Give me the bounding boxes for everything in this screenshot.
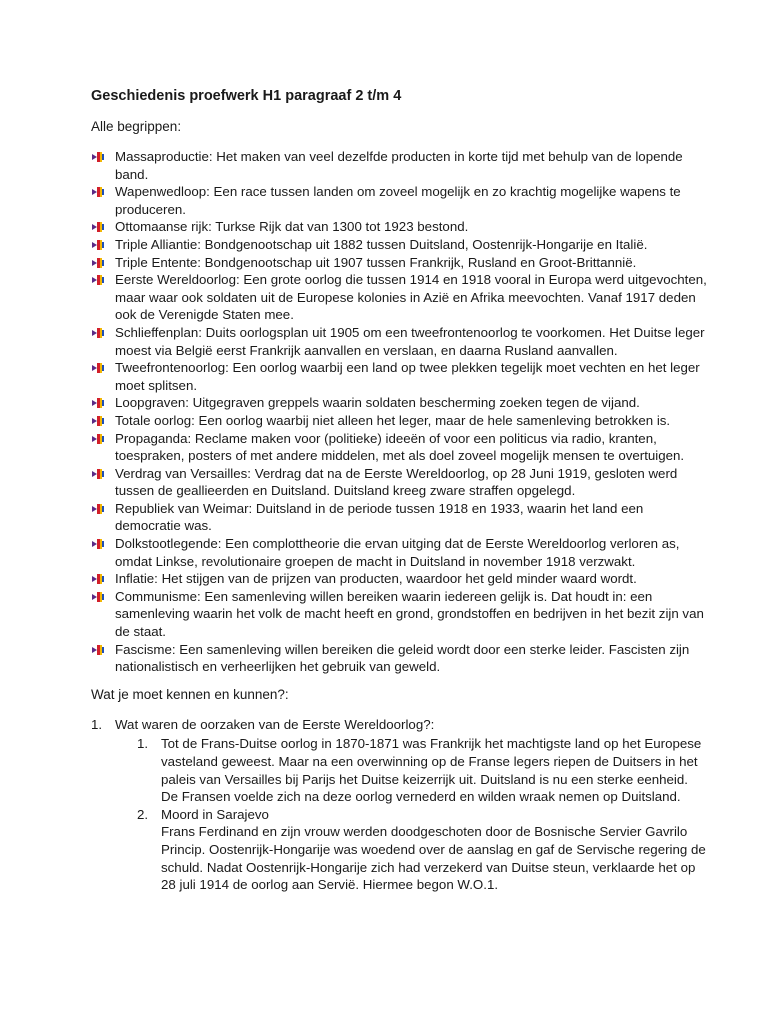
arrow-bullet-icon <box>91 257 105 269</box>
term-text: Triple Alliantie: Bondgenootschap uit 1882 tussen Duitsland, Oostenrijk-Hongarije en Italië. <box>115 236 648 252</box>
terms-list <box>91 148 708 676</box>
arrow-bullet-icon <box>91 468 105 480</box>
arrow-bullet-icon <box>91 239 105 251</box>
arrow-bullet-icon <box>91 397 105 409</box>
questions-list <box>91 716 708 894</box>
answer-text: Frans Ferdinand en zijn vrouw werden doodgeschoten door de Bosnische Servier Gavrilo Princip. Oostenrijk-Hongarije was woedend over de aanslag en gaf de Servische regering de schuld. Nadat Oostenrijk-Hongarije zich had verzekerd van Duitse steun, verklaarde het op 28 juli 1914 de oorlog aan Servië. Hiermee begon W.O.1. <box>161 824 706 893</box>
term-list-item <box>91 430 708 465</box>
term-list-item <box>91 500 708 535</box>
arrow-bullet-icon <box>91 221 105 233</box>
term-list-item <box>91 570 708 588</box>
term-text: Republiek van Weimar: Duitsland in de periode tussen 1918 en 1933, waarin het land een democratie was. <box>115 500 644 534</box>
term-text: Massaproductie: Het maken van veel dezelfde producten in korte tijd met behulp van de lopende band. <box>115 149 683 182</box>
term-text: Fascisme: Een samenleving willen bereiken die geleid wordt door een sterke leider. Fascisten zijn nationalistisch en verheerlijken het gebruik van geweld. <box>115 641 690 675</box>
term-list-item <box>91 412 708 430</box>
term-list-item <box>91 359 708 394</box>
arrow-bullet-icon <box>91 591 105 603</box>
term-text: Totale oorlog: Een oorlog waarbij niet alleen het leger, maar de hele samenleving betrokken is. <box>115 412 671 428</box>
question-number: 1. <box>91 716 103 732</box>
term-list-item <box>91 148 708 183</box>
term-list-item <box>91 641 708 676</box>
answer-item <box>137 806 708 894</box>
term-text: Triple Entente: Bondgenootschap uit 1907 tussen Frankrijk, Rusland en Groot-Brittannië. <box>115 254 637 270</box>
answer-item <box>137 735 708 805</box>
arrow-bullet-icon <box>91 274 105 286</box>
term-text: Ottomaanse rijk: Turkse Rijk dat van 1300 tot 1923 bestond. <box>115 219 469 235</box>
arrow-bullet-icon <box>91 538 105 550</box>
term-list-item <box>91 394 708 412</box>
term-list-item <box>91 535 708 570</box>
term-text: Communisme: Een samenleving willen bereiken waarin iedereen gelijk is. Dat houdt in: een samenleving waarin het volk de macht heeft en grond, grondstoffen en bedrijven in het bezit zijn van de staat. <box>115 588 704 640</box>
arrow-bullet-icon <box>91 433 105 445</box>
arrow-bullet-icon <box>91 644 105 656</box>
term-text: Dolkstootlegende: Een complottheorie die ervan uitging dat de Eerste Wereldoorlog verloren as, omdat Linkse, revolutionaire groepen de macht in Duitsland in november 1918 verzwakt. <box>115 536 680 569</box>
term-text: Eerste Wereldoorlog: Een grote oorlog die tussen 1914 en 1918 vooral in Europa werd uitgevochten, maar waar ook soldaten uit de Europese kolonies in Azië en Afrika meevochten. Vanaf 1917 deden ook de Verenigde Staten mee. <box>115 272 707 323</box>
term-list-item <box>91 324 708 359</box>
term-list-item <box>91 465 708 500</box>
term-text: Loopgraven: Uitgegraven greppels waarin soldaten bescherming zoeken tegen de vijand. <box>115 395 640 411</box>
answer-heading: Moord in Sarajevo <box>161 806 269 822</box>
document-title: Geschiedenis proefwerk H1 paragraaf 2 t/m 4 <box>91 88 402 104</box>
answer-number: 2. <box>137 806 149 822</box>
answer-text: Tot de Frans-Duitse oorlog in 1870-1871 was Frankrijk het machtigste land op het Europese vasteland geweest. Maar na een overwinning op de Franse legers riepen de Duitsers in het paleis van Versailles bij Parijs het Duitse keizerrijk uit. Duitsland is nu een sterke eenheid. De Fransen voelde zich na deze oorlog vernederd en wilden wraak nemen op Duitsland. <box>161 736 702 805</box>
term-text: Tweefrontenoorlog: Een oorlog waarbij een land op twee plekken tegelijk moet vechten en het leger moet splitsen. <box>115 360 700 393</box>
term-text: Propaganda: Reclame maken voor (politieke) ideeën of voor een politicus via radio, kranten, toespraken, posters of met andere middelen, met als doel zoveel mogelijk mensen te overtuigen. <box>115 430 685 464</box>
terms-intro: Alle begrippen: <box>91 119 182 134</box>
arrow-bullet-icon <box>91 327 105 339</box>
term-text: Wapenwedloop: Een race tussen landen om zoveel mogelijk en zo krachtig mogelijke wapens te produceren. <box>115 184 681 217</box>
section-heading: Wat je moet kennen en kunnen?: <box>91 686 289 702</box>
question-text: Wat waren de oorzaken van de Eerste Wereldoorlog?: <box>115 716 435 732</box>
arrow-bullet-icon <box>91 362 105 374</box>
term-list-item <box>91 271 708 324</box>
term-list-item <box>91 588 708 641</box>
term-text: Schlieffenplan: Duits oorlogsplan uit 1905 om een tweefrontenoorlog te voorkomen. Het Duitse leger moest via België eerst Frankrijk aanvallen en verslaan, en daarna Rusland aanvallen. <box>115 324 705 358</box>
term-list-item <box>91 254 708 272</box>
answer-number: 1. <box>137 736 149 752</box>
term-list-item <box>91 218 708 236</box>
term-text: Verdrag van Versailles: Verdrag dat na de Eerste Wereldoorlog, op 28 Juni 1919, gesloten werd tussen de geallieerden en Duitsland. Duitsland kreeg zware straffen opgelegd. <box>115 465 678 499</box>
arrow-bullet-icon <box>91 151 105 163</box>
answers-list <box>115 735 708 893</box>
arrow-bullet-icon <box>91 503 105 515</box>
term-list-item <box>91 236 708 254</box>
term-text: Inflatie: Het stijgen van de prijzen van producten, waardoor het geld minder waard wordt. <box>115 571 637 587</box>
arrow-bullet-icon <box>91 415 105 427</box>
term-list-item <box>91 183 708 218</box>
question-item <box>91 716 708 894</box>
arrow-bullet-icon <box>91 573 105 585</box>
arrow-bullet-icon <box>91 186 105 198</box>
